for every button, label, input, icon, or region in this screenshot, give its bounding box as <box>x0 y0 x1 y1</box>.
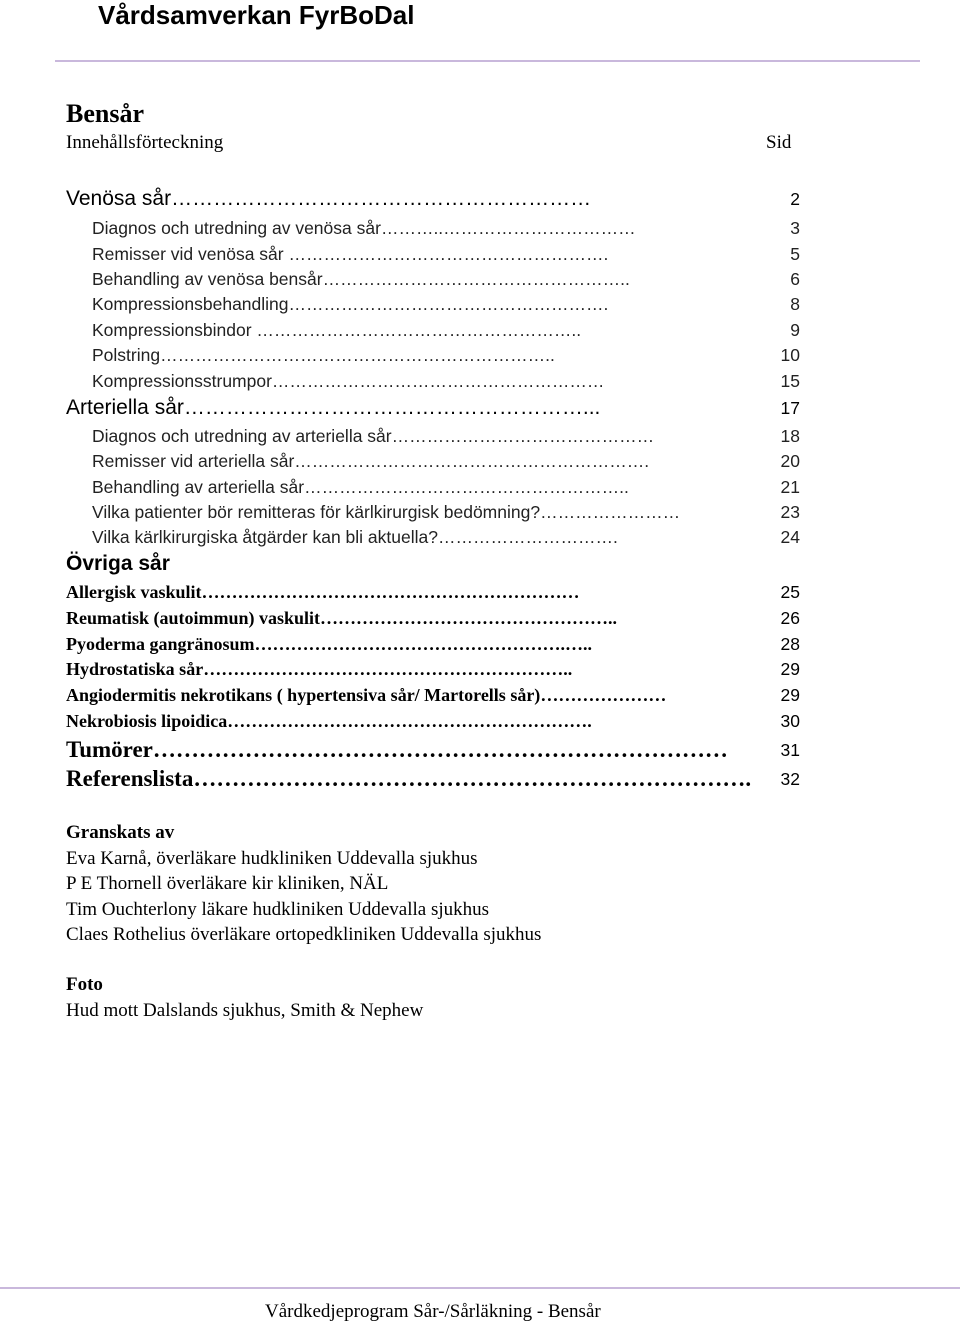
toc-leader: …………………………. <box>437 527 618 547</box>
toc-item <box>92 267 800 291</box>
reviewers-heading: Granskats av <box>66 822 175 843</box>
toc-label: Venösa sår <box>66 187 172 210</box>
toc-leader: ……………………………………………….. <box>251 320 582 340</box>
toc-label: Hydrostatiska sår <box>66 659 204 679</box>
toc-section-ovriga <box>66 551 800 577</box>
photo-heading: Foto <box>66 974 103 995</box>
toc-leader: ………………… <box>540 685 667 705</box>
toc-item <box>66 683 800 707</box>
toc-page: 9 <box>786 318 800 342</box>
toc-label: Pyoderma gangränosum <box>66 634 255 654</box>
page-column-label: Sid <box>766 132 792 153</box>
toc-page: 26 <box>777 606 800 630</box>
photo-block <box>66 972 423 1023</box>
toc-page: 18 <box>777 424 800 448</box>
toc-leader: ………………………………………………… <box>271 371 605 391</box>
toc-leader: ………………………………………………. <box>283 244 609 264</box>
toc-item <box>92 424 800 448</box>
toc-section-venosa <box>66 186 800 212</box>
toc-label: Diagnos och utredning av venösa sår <box>92 218 381 238</box>
toc-item <box>92 292 800 316</box>
toc-item <box>92 449 800 473</box>
toc-item <box>92 216 800 240</box>
toc-section-tumorer <box>66 736 800 764</box>
toc-page: 6 <box>786 267 800 291</box>
toc-page: 29 <box>777 657 800 681</box>
toc-page: 28 <box>777 632 800 656</box>
toc-label: Allergisk vaskulit <box>66 582 202 602</box>
toc-label: Vilka patienter bör remitteras för kärlkirurgisk bedömning? <box>92 502 541 522</box>
toc-page: 32 <box>777 765 800 793</box>
toc-item <box>66 580 800 604</box>
toc-page: 3 <box>786 216 800 240</box>
toc-item <box>66 709 800 733</box>
toc-page: 15 <box>777 369 800 393</box>
document-title: Bensår <box>66 99 144 128</box>
toc-label: Arteriella sår <box>66 396 184 419</box>
toc-page: 23 <box>777 500 800 524</box>
toc-label: Kompressionsbindor <box>92 320 252 340</box>
toc-item <box>92 369 800 393</box>
toc-label: Kompressionsstrumpor <box>92 371 272 391</box>
toc-leader: …………………………………………………….. <box>203 659 573 679</box>
toc-page: 2 <box>786 186 800 212</box>
header-divider <box>55 60 920 62</box>
toc-page: 21 <box>777 475 800 499</box>
photo-credit: Hud mott Dalslands sjukhus, Smith & Nephew <box>66 999 424 1021</box>
toc-leader: ………………………………………………………….. <box>160 345 555 365</box>
toc-item <box>92 475 800 499</box>
toc-item <box>92 242 800 266</box>
toc-label: Polstring <box>92 345 161 365</box>
toc-page: 29 <box>777 683 800 707</box>
toc-heading: Innehållsförteckning <box>66 132 224 153</box>
toc-label: Remisser vid venösa sår <box>92 244 284 264</box>
toc-leader: ……………………………………… <box>391 426 655 446</box>
toc-leader: ………..…………………………… <box>380 218 636 238</box>
toc-item <box>66 657 800 681</box>
toc-leader: …………………………………………….. <box>322 269 630 289</box>
toc-label: Reumatisk (autoimmun) vaskulit <box>66 608 321 628</box>
toc-item <box>92 500 800 524</box>
footer-divider <box>0 1287 960 1289</box>
toc-page: 30 <box>777 709 800 733</box>
toc-section-arteriella <box>66 395 800 421</box>
toc-leader: ………………………………………………………………… <box>152 737 728 762</box>
toc-label: Nekrobiosis lipoidica <box>66 711 228 731</box>
toc-leader: …………………………………………………… <box>171 187 592 210</box>
toc-label: Övriga sår <box>66 552 170 575</box>
toc-label: Angiodermitis nekrotikans ( hypertensiva sår/ Martorells sår) <box>66 685 541 705</box>
toc-label: Remisser vid arteriella sår <box>92 451 295 471</box>
toc-label: Referenslista <box>66 766 194 791</box>
toc-page: 25 <box>777 580 800 604</box>
toc-label: Behandling av arteriella sår <box>92 477 305 497</box>
reviewer-name: Claes Rothelius överläkare ortopedkliniken Uddevalla sjukhus <box>66 924 542 945</box>
toc-label: Tumörer <box>66 737 153 762</box>
toc-leader: ……………………………………………………. <box>294 451 650 471</box>
toc-label: Vilka kärlkirurgiska åtgärder kan bli aktuella? <box>92 527 438 547</box>
toc-leader: …………………………………………………... <box>183 396 601 419</box>
toc-page: 20 <box>777 449 800 473</box>
toc-item <box>66 606 800 630</box>
toc-item <box>66 632 800 656</box>
toc-leader: ………………………………………….. <box>320 608 618 628</box>
toc-page: 24 <box>777 525 800 549</box>
toc-leader: ………………………………………………………………. <box>193 766 752 791</box>
reviewers-block <box>66 820 541 948</box>
reviewer-name: Tim Ouchterlony läkare hudkliniken Uddevalla sjukhus <box>66 898 490 920</box>
toc-section-referenslista <box>66 765 800 793</box>
toc-label: Kompressionsbehandling <box>92 294 289 314</box>
toc-leader: ………………………………………………. <box>288 294 609 314</box>
toc-page: 10 <box>777 343 800 367</box>
toc-item <box>92 343 800 367</box>
reviewer-name: P E Thornell överläkare kir kliniken, NÄL <box>66 873 389 894</box>
toc-leader: …………………… <box>540 502 681 522</box>
footer-text: Vårdkedjeprogram Sår-/Sårläkning - Bensår <box>265 1301 601 1322</box>
toc-leader: ……………………………………………………. <box>227 711 592 731</box>
header-title: Vårdsamverkan FyrBoDal <box>98 0 415 30</box>
toc-label: Behandling av venösa bensår <box>92 269 323 289</box>
toc-leader: ……………………………………………….. <box>304 477 629 497</box>
toc-item <box>92 525 800 549</box>
reviewer-name: Eva Karnå, överläkare hudkliniken Uddevalla sjukhus <box>66 847 478 869</box>
toc-page: 31 <box>777 736 800 764</box>
toc-leader: ……………………………………………………… <box>201 582 580 602</box>
toc-leader: …………………………………………….….. <box>254 634 592 654</box>
toc-page: 5 <box>786 242 800 266</box>
toc-page: 17 <box>777 395 800 421</box>
toc-item <box>92 318 800 342</box>
toc-page: 8 <box>786 292 800 316</box>
toc-label: Diagnos och utredning av arteriella sår <box>92 426 392 446</box>
